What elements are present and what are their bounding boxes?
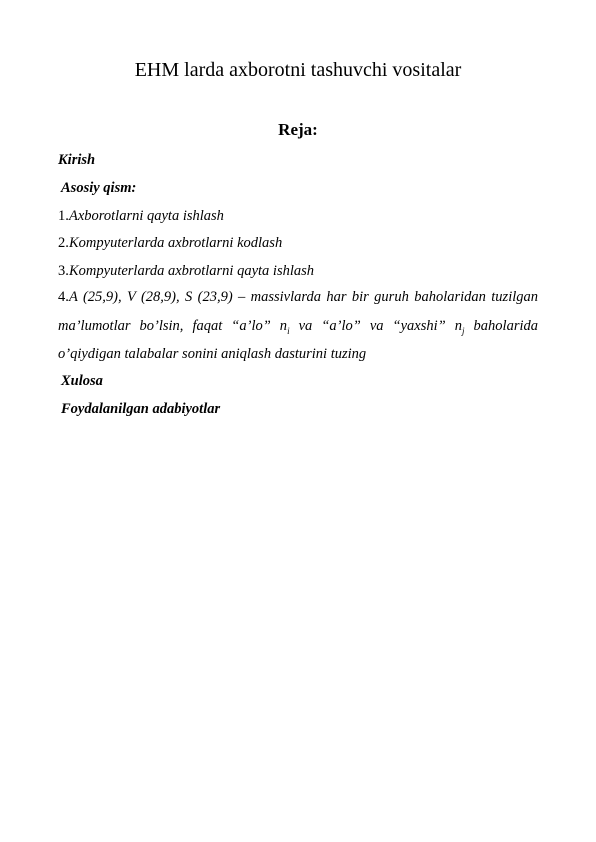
- main-part-label: Asosiy qism:: [61, 180, 137, 196]
- intro-label: Kirish: [58, 152, 96, 168]
- subscript-j: j: [462, 325, 465, 336]
- references-label: Foydalanilgan adabiyotlar: [61, 401, 221, 417]
- item4-part1: A (25,9), V (28,9), S (23,9) – massivlarda har bir guruh baholaridan tuzilgan ma’lumotlar bo’lsin, faqat “a’lo” n: [58, 289, 538, 334]
- list-item-number: 2.: [58, 235, 69, 251]
- subscript-i: i: [287, 325, 290, 336]
- list-item: [58, 207, 224, 225]
- list-item-text: Axborotlarni qayta ishlash: [69, 208, 224, 224]
- item4-part2: va “a’lo” va “yaxshi” n: [289, 317, 462, 334]
- list-item-4-paragraph: [58, 283, 538, 369]
- conclusion-label: Xulosa: [61, 373, 103, 389]
- item4-part3: baholarida o’qiydigan talabalar sonini aniqlash dasturini tuzing: [58, 317, 538, 362]
- list-item-text: Kompyuterlarda axbrotlarni qayta ishlash: [69, 263, 315, 279]
- document-title: EHM larda axborotni tashuvchi vositalar: [134, 59, 462, 81]
- list-item: [58, 262, 314, 280]
- plan-heading: Reja:: [278, 120, 318, 139]
- list-item: [58, 234, 282, 252]
- list-item-text: Kompyuterlarda axbrotlarni kodlash: [69, 235, 283, 251]
- list-item-number: 4.: [58, 289, 69, 305]
- list-item-number: 3.: [58, 263, 69, 279]
- list-item-number: 1.: [58, 208, 69, 224]
